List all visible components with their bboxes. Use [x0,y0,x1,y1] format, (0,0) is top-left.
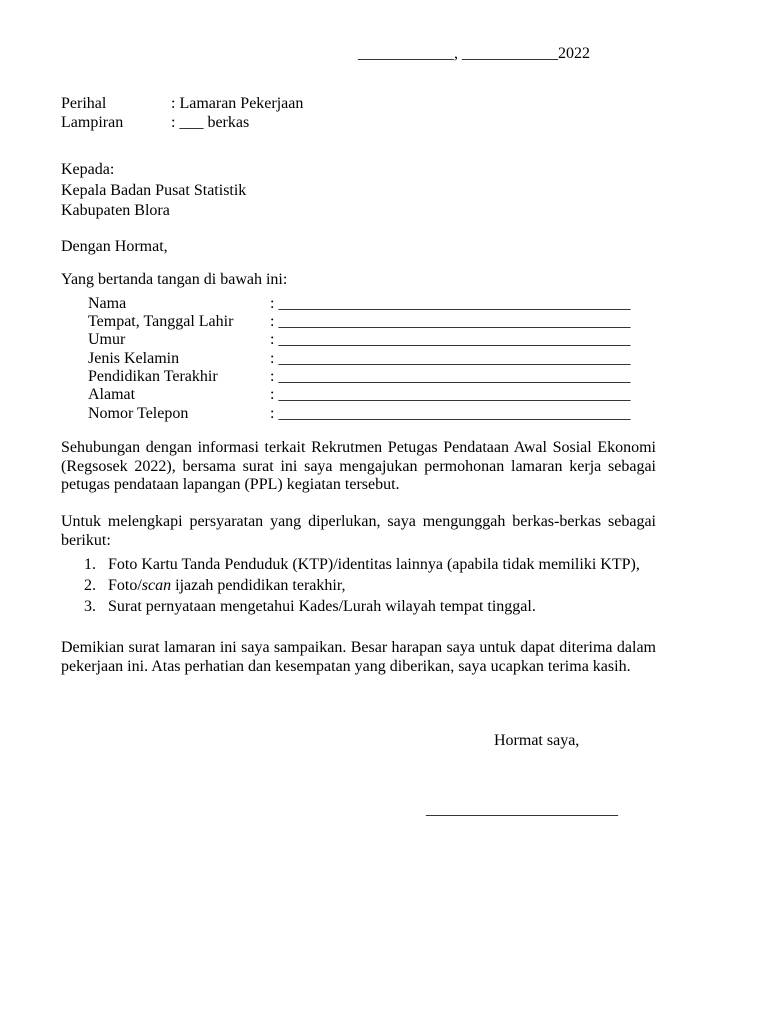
list-number: 3. [84,598,96,615]
form-row-jenis-kelamin [88,350,630,368]
list-text-italic: scan [141,577,172,594]
form-row-nama [88,295,630,313]
signoff: Hormat saya, [494,732,580,749]
form-label: Alamat [88,386,136,403]
form-row-pendidikan [88,368,630,386]
form-label: Jenis Kelamin [88,350,180,367]
list-text: Surat pernyataan mengetahui Kades/Lurah wilayah tempat tinggal. [108,598,536,615]
form-blank: : ____________________________________________ [270,295,631,312]
list-item [84,575,644,596]
form-label: Nomor Telepon [88,405,189,422]
form-blank: : ____________________________________________ [270,350,631,367]
form-blank: : ____________________________________________ [270,313,631,330]
list-number: 2. [84,577,96,594]
recipient-kepada: Kepada: [61,161,115,178]
list-text: ijazah pendidikan terakhir, [171,577,346,594]
form-blank: : ____________________________________________ [270,405,631,422]
form-row-umur [88,331,630,349]
paragraph-closing: Demikian surat lamaran ini saya sampaikan. Besar harapan saya untuk dapat diterima dalam pekerjaan ini. Atas perhatian dan kesempatan yang diberikan, saya ucapkan terima kasih. [61,639,656,675]
form-label: Nama [88,295,127,312]
subject-row-lampiran [61,113,249,132]
attachment-list [84,554,644,617]
form-label: Umur [88,331,126,348]
form-blank: : ____________________________________________ [270,386,631,403]
signature-line: ________________________ [426,801,618,818]
list-text: Foto Kartu Tanda Penduduk (KTP)/identitas lainnya (apabila tidak memiliki KTP), [108,556,640,573]
subject-label: Perihal [61,95,107,112]
list-item [84,596,644,617]
form-label: Pendidikan Terakhir [88,368,218,385]
form-blank: : ____________________________________________ [270,331,631,348]
attachment-label: Lampiran [61,114,124,131]
recipient-location: Kabupaten Blora [61,202,170,219]
form-row-alamat [88,386,630,404]
form-blank: : ____________________________________________ [270,368,631,385]
paragraph-requirements: Untuk melengkapi persyaratan yang diperlukan, saya mengunggah berkas-berkas sebagai berikut: [61,513,656,549]
form-row-telepon [88,405,630,423]
subject-value: : Lamaran Pekerjaan [171,95,304,112]
form-row-ttl [88,313,630,331]
form-label: Tempat, Tanggal Lahir [88,313,234,330]
intro-line: Yang bertanda tangan di bawah ini: [61,271,288,288]
date-line: ____________, ____________2022 [358,45,590,62]
recipient-name: Kepala Badan Pusat Statistik [61,182,247,199]
greeting: Dengan Hormat, [61,238,168,255]
list-item [84,554,644,575]
paragraph-intro: Sehubungan dengan informasi terkait Rekrutmen Petugas Pendataan Awal Sosial Ekonomi (Regsosek 2022), bersama surat ini saya mengajukan permohonan lamaran kerja sebagai petugas pendataan lapangan (PPL) kegiatan tersebut. [61,439,656,493]
subject-row-perihal [61,94,303,113]
list-text: Foto/ [108,577,142,594]
attachment-value: : ___ berkas [171,114,250,131]
list-number: 1. [84,556,96,573]
